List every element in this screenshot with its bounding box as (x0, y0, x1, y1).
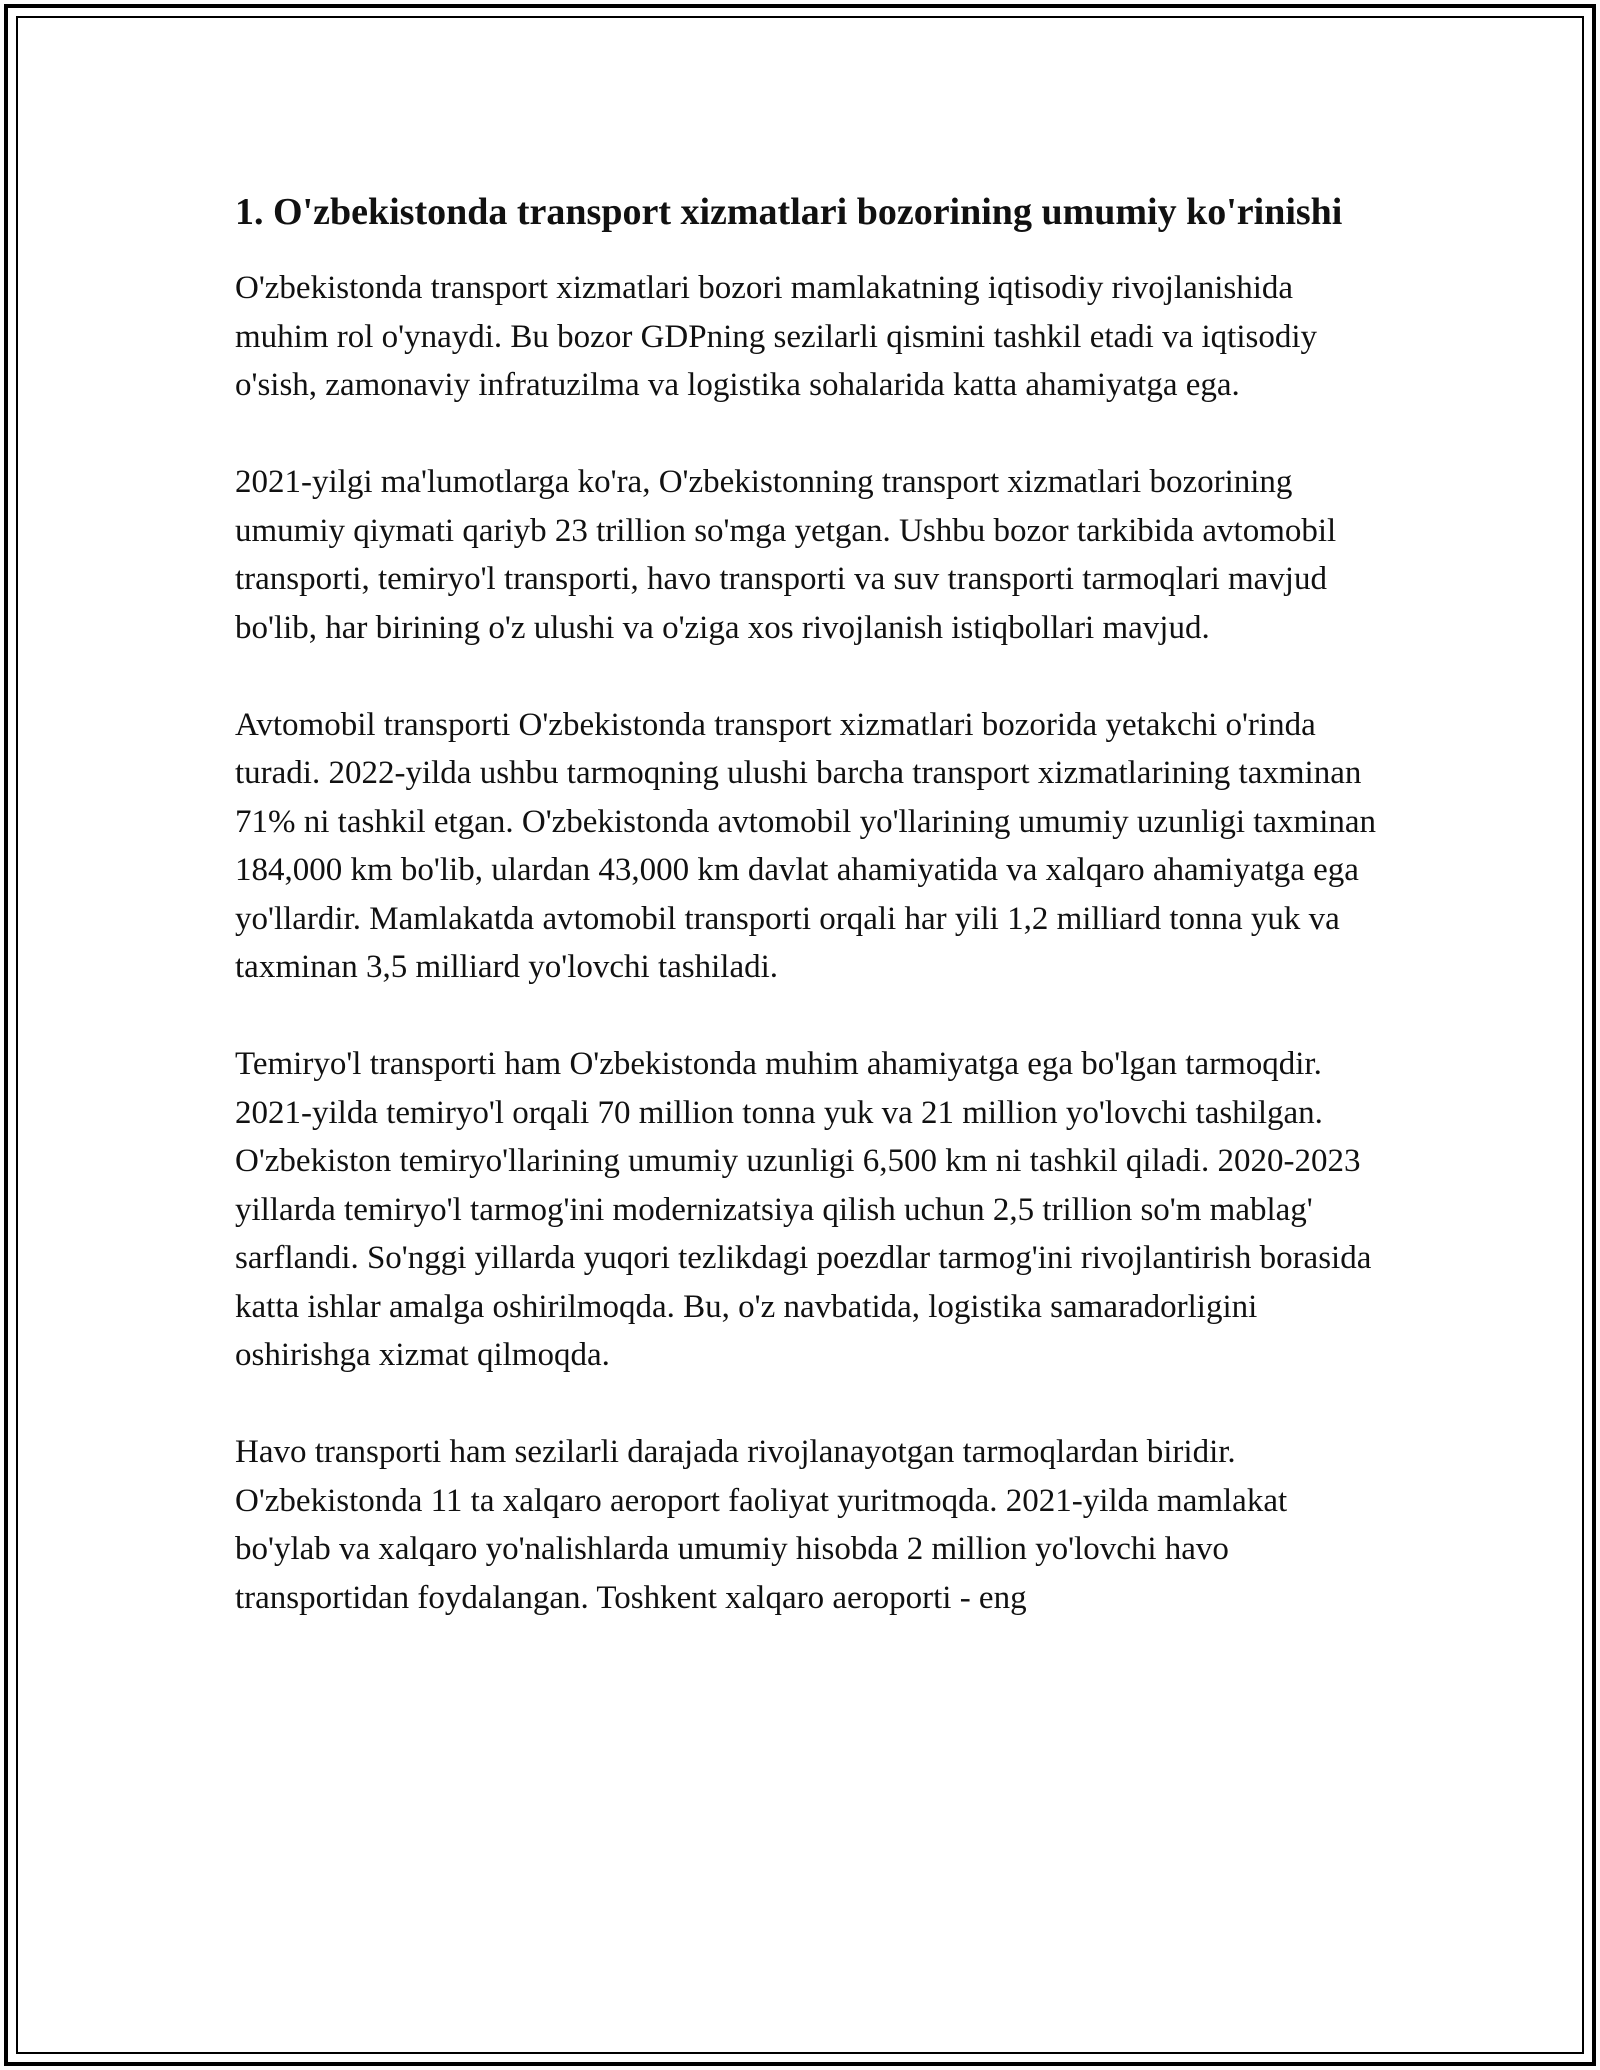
paragraph-intro: O'zbekistonda transport xizmatlari bozori mamlakatning iqtisodiy rivojlanishida muhim rol o'ynaydi. Bu bozor GDPning sezilarli qismini tashkil etadi va iqtisodiy o'sish, zamonaviy infratuzilma va logistika sohalarida katta ahamiyatga ega. (235, 270, 1318, 403)
paragraph-air-transport: Havo transporti ham sezilarli darajada rivojlanayotgan tarmoqlardan biridir. O'zbekistonda 11 ta xalqaro aeroport faoliyat yuritmoqda. 2021-yilda mamlakat bo'ylab va xalqaro yo'nalishlarda umumiy hisobda 2 million yo'lovchi havo transportidan foydalangan. Toshkent xalqaro aeroporti - eng (235, 1434, 1288, 1616)
paragraph-rail-transport: Temiryo'l transporti ham O'zbekistonda muhim ahamiyatga ega bo'lgan tarmoqdir. 2021-yilda temiryo'l orqali 70 million tonna yuk va 21 million yo'lovchi tashilgan. O'zbekiston temiryo'llarining umumiy uzunligi 6,500 km ni tashkil qiladi. 2020-2023 yillarda temiryo'l tarmog'ini modernizatsiya qilish uchun 2,5 trillion so'm mablag' sarflandi. So'nggi yillarda yuqori tezlikdagi poezdlar tarmog'ini rivojlantirish borasida katta ishlar amalga oshirilmoqda. Bu, o'z navbatida, logistika samaradorligini oshirishga xizmat qilmoqda. (235, 1046, 1372, 1373)
paragraph-road-transport: Avtomobil transporti O'zbekistonda transport xizmatlari bozorida yetakchi o'rinda turadi. 2022-yilda ushbu tarmoqning ulushi barcha transport xizmatlarining taxminan 71% ni tashkil etgan. O'zbekistonda avtomobil yo'llarining umumiy uzunligi taxminan 184,000 km bo'lib, ulardan 43,000 km davlat ahamiyatida va xalqaro ahamiyatga ega yo'llardir. Mamlakatda avtomobil transporti orqali har yili 1,2 milliard tonna yuk va taxminan 3,5 milliard yo'lovchi tashiladi. (235, 706, 1377, 985)
section-heading: 1. O'zbekistonda transport xizmatlari bozorining umumiy ko'rinishi (235, 191, 1343, 233)
paragraph-market-value: 2021-yilgi ma'lumotlarga ko'ra, O'zbekistonning transport xizmatlari bozorining umumiy qiymati qariyb 23 trillion so'mga yetgan. Ushbu bozor tarkibida avtomobil transporti, temiryo'l transporti, havo transporti va suv transporti tarmoqlari mavjud bo'lib, har birining o'z ulushi va o'ziga xos rivojlanish istiqbollari mavjud. (235, 464, 1337, 646)
document-body (235, 185, 1380, 1671)
